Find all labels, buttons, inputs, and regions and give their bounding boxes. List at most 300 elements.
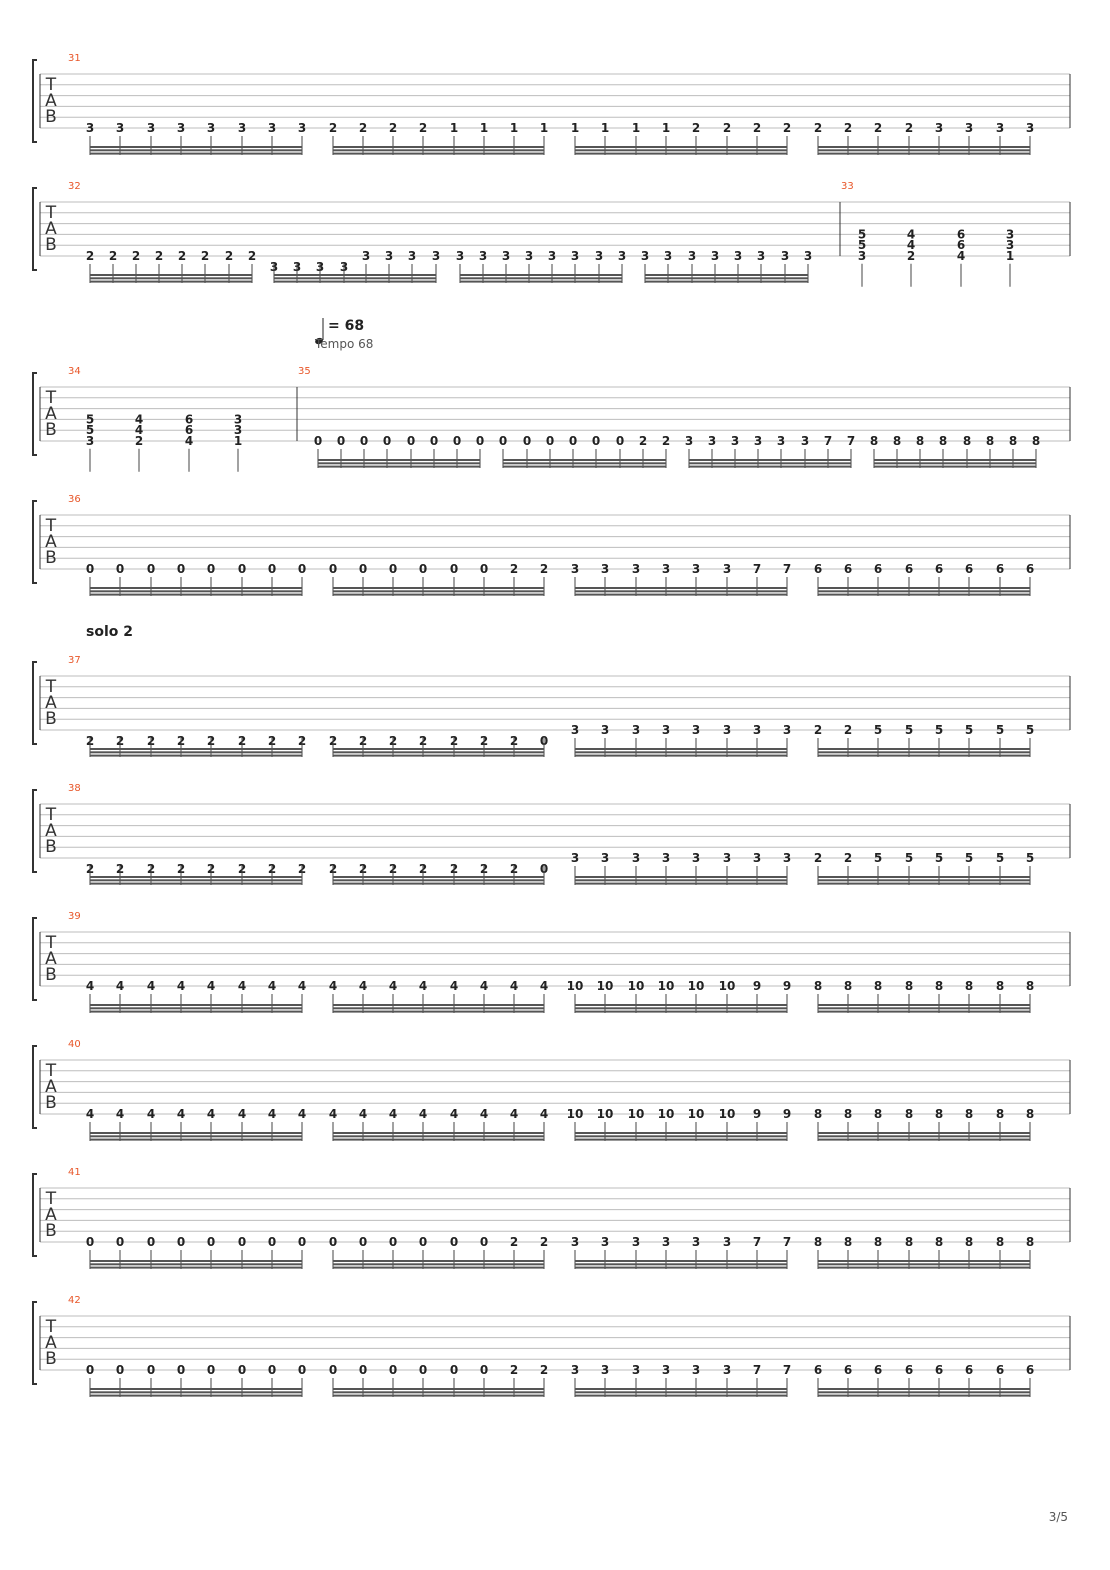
fret-number: 4	[237, 979, 247, 993]
fret-number: 3	[233, 412, 243, 427]
fret-number: 4	[206, 979, 216, 993]
fret-number: 2	[722, 121, 732, 135]
tab-clef-letter: T	[45, 1189, 57, 1209]
fret-number: 1	[539, 121, 549, 135]
fret-number: 4	[328, 979, 338, 993]
fret-number: 2	[539, 1363, 549, 1377]
beam	[645, 274, 808, 276]
tab-system	[33, 655, 1070, 757]
fret-number: 2	[509, 562, 519, 576]
beam	[333, 594, 544, 596]
beam	[333, 1007, 544, 1009]
fret-number: 2	[906, 249, 916, 263]
beam	[90, 587, 302, 589]
fret-number: 4	[539, 979, 549, 993]
measure-number: 35	[298, 366, 311, 377]
fret-number: 3	[722, 1363, 732, 1377]
fret-number: 2	[388, 733, 398, 748]
beam	[90, 1007, 302, 1009]
fret-number: 4	[297, 1107, 307, 1121]
system-bracket	[33, 662, 37, 744]
fret-number: 4	[134, 423, 144, 438]
beam	[333, 751, 544, 753]
fret-number: 3	[964, 121, 974, 135]
fret-number: 6	[813, 1363, 823, 1377]
beam	[575, 1388, 787, 1390]
fret-number: 1	[449, 121, 459, 135]
tab-clef-letter: B	[45, 420, 57, 440]
fret-number: 3	[1025, 121, 1035, 135]
fret-number: 2	[509, 1363, 519, 1377]
fret-number: 3	[339, 259, 349, 274]
beam	[818, 1267, 1030, 1269]
fret-number: 10	[566, 979, 584, 993]
beam	[333, 1132, 544, 1134]
fret-number: 6	[904, 562, 914, 576]
fret-number: 0	[382, 434, 392, 448]
fret-number: 6	[873, 1363, 883, 1377]
fret-number: 4	[539, 1107, 549, 1121]
fret-number: 3	[176, 121, 186, 135]
page-number: 3/5	[1048, 1510, 1068, 1524]
fret-number: 0	[475, 434, 485, 448]
beam	[90, 274, 252, 276]
fret-number: 0	[336, 434, 346, 448]
measure-number: 41	[68, 1167, 81, 1178]
tempo-value: = 68	[328, 318, 365, 334]
beam	[333, 1135, 544, 1137]
system-bracket	[33, 1302, 37, 1384]
beam	[90, 879, 302, 881]
beam	[333, 1391, 544, 1393]
fret-number: 6	[843, 1363, 853, 1377]
fret-number: 2	[418, 121, 428, 135]
fret-number: 3	[600, 562, 610, 576]
fret-number: 3	[85, 121, 95, 135]
fret-number: 6	[934, 562, 944, 576]
fret-number: 2	[85, 861, 95, 876]
fret-number: 4	[388, 979, 398, 993]
fret-number: 3	[600, 1363, 610, 1377]
fret-number: 2	[509, 733, 519, 748]
fret-number: 6	[1025, 1363, 1035, 1377]
fret-number: 0	[449, 1235, 459, 1249]
fret-number: 2	[328, 733, 338, 748]
tab-system	[33, 911, 1070, 1013]
fret-number: 3	[722, 723, 732, 737]
beam	[818, 751, 1030, 753]
fret-number: 1	[600, 121, 610, 135]
fret-number: 7	[752, 1235, 762, 1249]
fret-number: 0	[418, 562, 428, 576]
fret-number: 3	[733, 249, 743, 263]
fret-number: 0	[237, 562, 247, 576]
fret-number: 0	[479, 1235, 489, 1249]
beam	[575, 590, 787, 592]
measure-number: 39	[68, 911, 81, 922]
measure-number: 37	[68, 655, 81, 666]
fret-number: 0	[359, 434, 369, 448]
fret-number: 0	[267, 562, 277, 576]
fret-number: 8	[843, 1107, 853, 1121]
fret-number: 0	[388, 1363, 398, 1377]
beam	[575, 1011, 787, 1013]
fret-number: 8	[813, 979, 823, 993]
beam	[818, 748, 1030, 750]
fret-number: 2	[813, 121, 823, 135]
fret-number: 3	[722, 562, 732, 576]
fret-number: 0	[358, 1235, 368, 1249]
beam	[818, 1263, 1030, 1265]
fret-number: 4	[328, 1107, 338, 1121]
beam	[333, 1267, 544, 1269]
fret-number: 0	[328, 562, 338, 576]
fret-number: 2	[638, 434, 648, 448]
beam	[90, 277, 252, 279]
beam	[575, 149, 787, 151]
tab-clef-letter: A	[45, 1333, 57, 1353]
beam	[90, 146, 302, 148]
beam	[818, 1391, 1030, 1393]
measure-number: 38	[68, 783, 81, 794]
fret-number: 3	[478, 249, 488, 263]
tab-clef-letter: T	[45, 75, 57, 95]
fret-number: 2	[267, 733, 277, 748]
beam	[333, 1388, 544, 1390]
fret-number: 3	[780, 249, 790, 263]
fret-number: 1	[570, 121, 580, 135]
fret-number: 6	[873, 562, 883, 576]
fret-number: 0	[237, 1363, 247, 1377]
beam	[333, 1004, 544, 1006]
fret-number: 1	[1005, 249, 1015, 263]
fret-number: 4	[115, 1107, 125, 1121]
fret-number: 4	[358, 1107, 368, 1121]
fret-number: 8	[934, 979, 944, 993]
fret-number: 4	[449, 1107, 459, 1121]
fret-number: 3	[803, 249, 813, 263]
beam	[575, 755, 787, 757]
fret-number: 10	[657, 1107, 675, 1121]
fret-number: 3	[315, 259, 325, 274]
fret-number: 0	[237, 1235, 247, 1249]
beam	[645, 277, 808, 279]
fret-number: 2	[539, 562, 549, 576]
fret-number: 3	[661, 851, 671, 865]
fret-number: 4	[267, 979, 277, 993]
fret-number: 7	[752, 562, 762, 576]
fret-number: 6	[934, 1363, 944, 1377]
beam	[818, 1011, 1030, 1013]
beam	[575, 1395, 787, 1397]
fret-number: 2	[449, 861, 459, 876]
fret-number: 0	[176, 562, 186, 576]
fret-number: 0	[313, 434, 323, 448]
measure-number: 42	[68, 1295, 81, 1306]
fret-number: 3	[600, 723, 610, 737]
fret-number: 2	[388, 861, 398, 876]
fret-number: 0	[522, 434, 532, 448]
tab-clef-letter: T	[45, 516, 57, 536]
fret-number: 3	[691, 562, 701, 576]
tab-clef-letter: T	[45, 1317, 57, 1337]
fret-number: 2	[479, 733, 489, 748]
beam	[318, 462, 480, 464]
fret-number: 0	[115, 562, 125, 576]
fret-number: 3	[570, 1235, 580, 1249]
fret-number: 3	[691, 1235, 701, 1249]
fret-number: 3	[684, 434, 694, 448]
fret-number: 4	[146, 979, 156, 993]
fret-number: 2	[843, 121, 853, 135]
fret-number: 3	[663, 249, 673, 263]
tab-system	[33, 181, 1070, 287]
beam	[818, 594, 1030, 596]
fret-number: 2	[449, 733, 459, 748]
fret-number: 3	[782, 851, 792, 865]
beam	[90, 883, 302, 885]
fret-number: 0	[206, 562, 216, 576]
fret-number: 2	[843, 851, 853, 865]
beam	[818, 883, 1030, 885]
fret-number: 4	[449, 979, 459, 993]
fret-number: 0	[85, 1235, 95, 1249]
fret-number: 5	[934, 851, 944, 865]
fret-number: 2	[661, 434, 671, 448]
tab-clef-letter: A	[45, 693, 57, 713]
beam	[575, 1260, 787, 1262]
beam	[333, 153, 544, 155]
fret-number: 0	[591, 434, 601, 448]
fret-number: 8	[873, 1107, 883, 1121]
beam	[333, 146, 544, 148]
beam	[575, 1267, 787, 1269]
beam	[818, 755, 1030, 757]
beam	[460, 274, 622, 276]
fret-number: 0	[429, 434, 439, 448]
fret-number: 3	[934, 121, 944, 135]
fret-number: 0	[545, 434, 555, 448]
fret-number: 2	[691, 121, 701, 135]
fret-number: 5	[995, 723, 1005, 737]
tab-clef-letter: B	[45, 709, 57, 729]
fret-number: 9	[782, 1107, 792, 1121]
fret-number: 4	[479, 979, 489, 993]
beam	[575, 879, 787, 881]
beam	[818, 587, 1030, 589]
beam	[575, 146, 787, 148]
tab-clef-letter: T	[45, 388, 57, 408]
fret-number: 5	[904, 723, 914, 737]
tab-system	[33, 783, 1070, 885]
fret-number: 3	[269, 259, 279, 274]
fret-number: 10	[687, 979, 705, 993]
beam	[460, 277, 622, 279]
fret-number: 0	[297, 1235, 307, 1249]
fret-number: 10	[657, 979, 675, 993]
fret-number: 6	[813, 562, 823, 576]
tab-clef-letter: A	[45, 1205, 57, 1225]
fret-number: 2	[131, 249, 141, 263]
fret-number: 2	[297, 733, 307, 748]
fret-number: 0	[452, 434, 462, 448]
fret-number: 1	[509, 121, 519, 135]
fret-number: 3	[233, 423, 243, 438]
fret-number: 3	[722, 1235, 732, 1249]
beam	[575, 883, 787, 885]
beam	[818, 1007, 1030, 1009]
fret-number: 2	[206, 861, 216, 876]
fret-number: 5	[85, 423, 95, 438]
fret-number: 6	[184, 423, 194, 438]
beam	[90, 1139, 302, 1141]
beam	[575, 587, 787, 589]
fret-number: 7	[752, 1363, 762, 1377]
fret-number: 2	[267, 861, 277, 876]
fret-number: 2	[782, 121, 792, 135]
fret-number: 2	[176, 733, 186, 748]
fret-number: 4	[358, 979, 368, 993]
fret-number: 3	[570, 249, 580, 263]
beam	[90, 1004, 302, 1006]
fret-number: 8	[1025, 1235, 1035, 1249]
fret-number: 4	[176, 1107, 186, 1121]
beam	[90, 153, 302, 155]
measure-number: 31	[68, 53, 81, 64]
tab-clef-letter: T	[45, 203, 57, 223]
fret-number: 3	[857, 249, 867, 263]
fret-number: 8	[892, 434, 902, 448]
beam	[318, 466, 480, 468]
fret-number: 0	[85, 1363, 95, 1377]
fret-number: 8	[904, 1235, 914, 1249]
fret-number: 4	[509, 1107, 519, 1121]
fret-number: 8	[995, 979, 1005, 993]
fret-number: 3	[661, 1363, 671, 1377]
fret-number: 3	[640, 249, 650, 263]
fret-number: 8	[873, 979, 883, 993]
fret-number: 0	[146, 562, 156, 576]
fret-number: 4	[297, 979, 307, 993]
fret-number: 8	[985, 434, 995, 448]
beam	[503, 462, 666, 464]
fret-number: 4	[509, 979, 519, 993]
fret-number: 0	[146, 1363, 156, 1377]
fret-number: 2	[237, 733, 247, 748]
fret-number: 3	[600, 1235, 610, 1249]
system-bracket	[33, 188, 37, 270]
beam	[575, 1007, 787, 1009]
fret-number: 6	[964, 1363, 974, 1377]
fret-number: 5	[1025, 851, 1035, 865]
fret-number: 3	[631, 851, 641, 865]
fret-number: 4	[184, 434, 194, 448]
fret-number: 1	[661, 121, 671, 135]
beam	[645, 281, 808, 283]
fret-number: 3	[267, 121, 277, 135]
fret-number: 5	[873, 851, 883, 865]
tab-clef-letter: B	[45, 235, 57, 255]
fret-number: 4	[134, 412, 144, 427]
fret-number: 3	[691, 1363, 701, 1377]
fret-number: 6	[964, 562, 974, 576]
beam	[333, 1139, 544, 1141]
fret-number: 2	[328, 121, 338, 135]
beam	[90, 149, 302, 151]
fret-number: 6	[956, 238, 966, 253]
fret-number: 4	[418, 979, 428, 993]
fret-number: 6	[843, 562, 853, 576]
beam	[333, 587, 544, 589]
system-bracket	[33, 1046, 37, 1128]
fret-number: 2	[813, 851, 823, 865]
fret-number: 9	[752, 979, 762, 993]
fret-number: 3	[752, 723, 762, 737]
beam	[503, 459, 666, 461]
fret-number: 2	[813, 723, 823, 737]
system-bracket	[33, 60, 37, 142]
fret-number: 8	[962, 434, 972, 448]
measure-number: 36	[68, 494, 81, 505]
fret-number: 2	[134, 434, 144, 448]
measure-number: 32	[68, 181, 81, 192]
fret-number: 5	[857, 238, 867, 253]
fret-number: 2	[85, 249, 95, 263]
beam	[90, 1388, 302, 1390]
fret-number: 4	[956, 249, 966, 263]
fret-number: 4	[418, 1107, 428, 1121]
fret-number: 3	[237, 121, 247, 135]
fret-number: 2	[539, 1235, 549, 1249]
fret-number: 7	[823, 434, 833, 448]
fret-number: 10	[718, 1107, 736, 1121]
beam	[333, 149, 544, 151]
fret-number: 3	[1005, 227, 1015, 242]
fret-number: 8	[904, 1107, 914, 1121]
fret-number: 2	[843, 723, 853, 737]
fret-number: 3	[631, 1363, 641, 1377]
tab-clef-letter: A	[45, 949, 57, 969]
fret-number: 3	[752, 851, 762, 865]
fret-number: 10	[596, 979, 614, 993]
beam	[575, 1391, 787, 1393]
fret-number: 3	[570, 1363, 580, 1377]
fret-number: 2	[752, 121, 762, 135]
fret-number: 3	[1005, 238, 1015, 253]
fret-number: 4	[237, 1107, 247, 1121]
fret-number: 7	[782, 1363, 792, 1377]
fret-number: 2	[358, 121, 368, 135]
measure-number: 40	[68, 1039, 81, 1050]
fret-number: 0	[328, 1235, 338, 1249]
fret-number: 5	[857, 227, 867, 242]
fret-number: 4	[906, 238, 916, 253]
beam	[90, 1011, 302, 1013]
fret-number: 5	[995, 851, 1005, 865]
fret-number: 3	[631, 723, 641, 737]
fret-number: 3	[115, 121, 125, 135]
fret-number: 0	[115, 1363, 125, 1377]
tab-clef-letter: T	[45, 677, 57, 697]
section-label: solo 2	[86, 624, 133, 640]
fret-number: 10	[627, 1107, 645, 1121]
fret-number: 3	[455, 249, 465, 263]
fret-number: 0	[358, 562, 368, 576]
beam	[333, 1011, 544, 1013]
fret-number: 0	[479, 562, 489, 576]
fret-number: 4	[267, 1107, 277, 1121]
tab-clef-letter: A	[45, 91, 57, 111]
